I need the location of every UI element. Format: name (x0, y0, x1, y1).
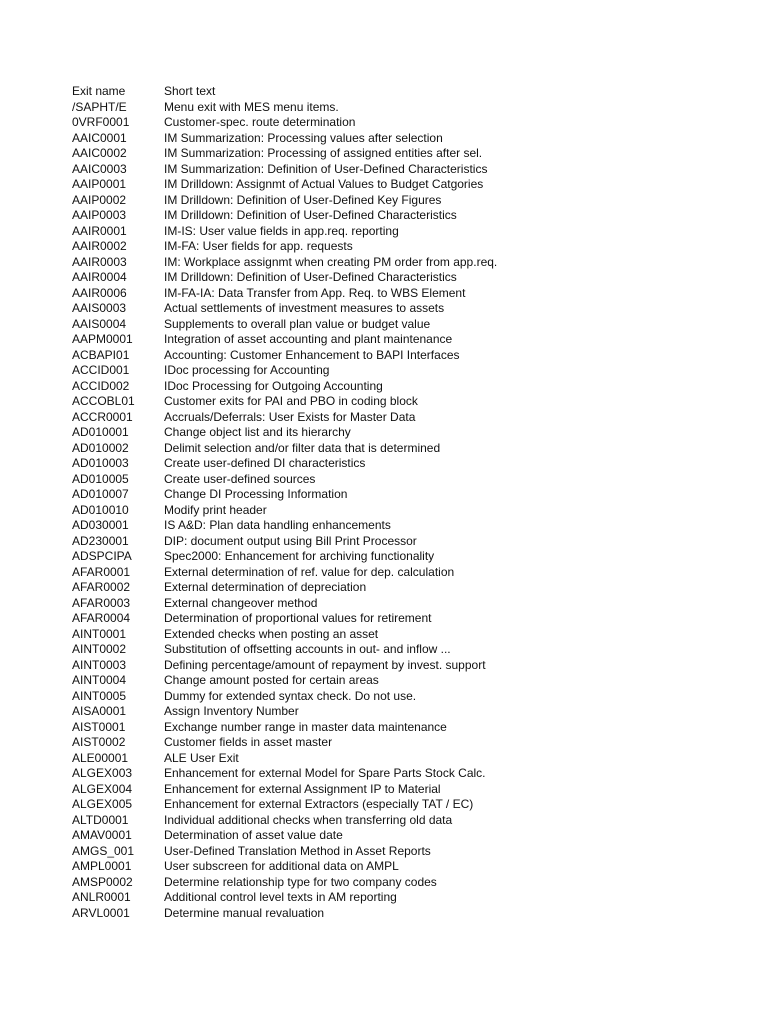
exit-name-cell: AAIP0003 (72, 208, 127, 222)
table-row (72, 720, 732, 736)
short-text-cell: DIP: document output using Bill Print Processor (164, 533, 417, 548)
exit-name-cell: AD010002 (72, 440, 129, 455)
exit-name-header: Exit name (72, 84, 126, 98)
table-row (72, 239, 732, 255)
table-row (72, 394, 732, 410)
table-row (72, 875, 732, 891)
exit-name-cell: AINT0001 (72, 626, 127, 641)
short-text-cell: Accounting: Customer Enhancement to BAPI Interfaces (164, 347, 460, 362)
short-text-cell: IM Drilldown: Definition of User-Defined Key Figures (164, 192, 442, 207)
short-text-cell: Change DI Processing Information (164, 487, 348, 501)
exit-name-cell: ARVL0001 (72, 905, 130, 920)
short-text-cell: Determination of asset value date (164, 828, 343, 842)
short-text-cell: Determine relationship type for two company codes (164, 874, 437, 889)
exit-name-cell: AAIP0001 (72, 177, 127, 191)
exit-name-cell: AAIR0001 (72, 223, 127, 238)
exit-name-cell: AAIS0004 (72, 316, 127, 331)
exit-name-cell: AAIC0003 (72, 161, 127, 176)
table-row (72, 255, 732, 271)
short-text-cell: Substitution of offsetting accounts in out- and inflow ... (164, 642, 451, 656)
exit-name-cell: AMSP0002 (72, 874, 133, 889)
table-row (72, 534, 732, 550)
short-text-cell: Accruals/Deferrals: User Exists for Master Data (164, 409, 416, 424)
user-exit-table (72, 84, 732, 921)
short-text-cell: User-Defined Translation Method in Asset Reports (164, 843, 431, 858)
table-row (72, 751, 732, 767)
short-text-cell: IM Summarization: Processing values after selection (164, 130, 443, 145)
short-text-cell: Customer fields in asset master (164, 735, 333, 749)
exit-name-cell: AAIC0002 (72, 146, 127, 160)
short-text-cell: Spec2000: Enhancement for archiving functionality (164, 549, 435, 563)
short-text-cell: Assign Inventory Number (164, 704, 299, 718)
short-text-cell: Create user-defined sources (164, 471, 316, 486)
exit-name-cell: AINT0002 (72, 642, 127, 656)
table-row (72, 611, 732, 627)
table-row (72, 627, 732, 643)
table-row (72, 286, 732, 302)
exit-name-cell: /SAPHT/E (72, 99, 127, 114)
short-text-cell: IM Drilldown: Definition of User-Defined Characteristics (164, 208, 457, 222)
exit-name-cell: AD010003 (72, 456, 129, 470)
table-row (72, 906, 732, 922)
exit-name-cell: AIST0002 (72, 735, 126, 749)
table-row (72, 642, 732, 658)
exit-name-cell: ADSPCIPA (72, 549, 132, 563)
table-row (72, 410, 732, 426)
table-row (72, 363, 732, 379)
exit-name-cell: AFAR0002 (72, 580, 131, 594)
exit-name-cell: ALGEX005 (72, 797, 133, 811)
exit-name-cell: ALGEX004 (72, 781, 133, 796)
table-row (72, 332, 732, 348)
table-row (72, 115, 732, 131)
table-row (72, 813, 732, 829)
table-row (72, 658, 732, 674)
exit-name-cell: AD010007 (72, 487, 129, 501)
short-text-cell: IM Summarization: Processing of assigned entities after sel. (164, 146, 483, 160)
exit-name-cell: AINT0004 (72, 673, 127, 687)
exit-name-cell: AD230001 (72, 533, 129, 548)
table-row (72, 549, 732, 565)
short-text-cell: Additional control level texts in AM reporting (164, 890, 397, 904)
short-text-cell: Customer exits for PAI and PBO in coding block (164, 394, 418, 408)
short-text-cell: Defining percentage/amount of repayment by invest. support (164, 657, 486, 672)
short-text-cell: Modify print header (164, 502, 267, 517)
short-text-cell: IM-FA: User fields for app. requests (164, 239, 353, 253)
exit-name-cell: AIST0001 (72, 719, 126, 734)
short-text-cell: ALE User Exit (164, 750, 239, 765)
exit-name-cell: ACBAPI01 (72, 347, 130, 362)
exit-name-cell: ACCID002 (72, 378, 130, 393)
exit-name-cell: ACCR0001 (72, 409, 133, 424)
table-row (72, 828, 732, 844)
exit-name-cell: AFAR0001 (72, 564, 131, 579)
exit-name-cell: 0VRF0001 (72, 115, 130, 129)
short-text-cell: IM-IS: User value fields in app.req. reporting (164, 223, 399, 238)
table-row (72, 472, 732, 488)
short-text-cell: Enhancement for external Model for Spare Parts Stock Calc. (164, 766, 486, 780)
short-text-cell: Menu exit with MES menu items. (164, 99, 339, 114)
exit-name-cell: AAIR0002 (72, 239, 127, 253)
short-text-cell: User subscreen for additional data on AMPL (164, 859, 399, 873)
table-row (72, 689, 732, 705)
short-text-cell: Enhancement for external Extractors (especially TAT / EC) (164, 797, 474, 811)
table-row (72, 782, 732, 798)
short-text-cell: External changeover method (164, 595, 318, 610)
short-text-cell: IM-FA-IA: Data Transfer from App. Req. to WBS Element (164, 285, 466, 300)
short-text-cell: Create user-defined DI characteristics (164, 456, 366, 470)
short-text-header: Short text (164, 84, 216, 98)
table-row (72, 890, 732, 906)
exit-name-cell: AD010010 (72, 502, 129, 517)
exit-name-cell: AINT0005 (72, 688, 127, 703)
exit-name-cell: AAIR0004 (72, 270, 127, 284)
table-row (72, 503, 732, 519)
short-text-cell: Actual settlements of investment measures to assets (164, 301, 445, 315)
short-text-cell: Dummy for extended syntax check. Do not use. (164, 688, 417, 703)
table-row (72, 317, 732, 333)
table-row (72, 673, 732, 689)
table-row (72, 487, 732, 503)
short-text-cell: Delimit selection and/or filter data that is determined (164, 440, 441, 455)
short-text-cell: IM Drilldown: Assignmt of Actual Values to Budget Catgories (164, 177, 484, 191)
exit-name-cell: AMGS_001 (72, 843, 135, 858)
exit-name-cell: AFAR0004 (72, 611, 131, 625)
exit-name-cell: AD030001 (72, 518, 129, 532)
table-row (72, 766, 732, 782)
short-text-cell: Individual additional checks when transferring old data (164, 812, 453, 827)
exit-name-cell: ACCID001 (72, 363, 130, 377)
exit-name-cell: AAIR0006 (72, 285, 127, 300)
short-text-cell: Enhancement for external Assignment IP to Material (164, 781, 441, 796)
table-row (72, 177, 732, 193)
table-row (72, 162, 732, 178)
table-row (72, 456, 732, 472)
short-text-cell: IM Summarization: Definition of User-Defined Characteristics (164, 161, 488, 176)
short-text-cell: Change amount posted for certain areas (164, 673, 379, 687)
table-row (72, 844, 732, 860)
exit-name-cell: ACCOBL01 (72, 394, 135, 408)
exit-name-cell: AMAV0001 (72, 828, 132, 842)
exit-name-cell: AINT0003 (72, 657, 127, 672)
table-row (72, 425, 732, 441)
table-row (72, 100, 732, 116)
exit-name-cell: AAIR0003 (72, 254, 127, 269)
short-text-cell: IS A&D: Plan data handling enhancements (164, 518, 391, 532)
exit-name-cell: AAPM0001 (72, 332, 133, 346)
short-text-cell: Integration of asset accounting and plant maintenance (164, 332, 453, 346)
exit-name-cell: ALE00001 (72, 750, 129, 765)
exit-name-cell: AAIP0002 (72, 192, 127, 207)
table-row (72, 441, 732, 457)
short-text-cell: IM: Workplace assignmt when creating PM order from app.req. (164, 254, 498, 269)
short-text-cell: Extended checks when posting an asset (164, 626, 379, 641)
table-row (72, 270, 732, 286)
short-text-cell: IDoc processing for Accounting (164, 363, 330, 377)
short-text-cell: IM Drilldown: Definition of User-Defined Characteristics (164, 270, 457, 284)
short-text-cell: Exchange number range in master data maintenance (164, 719, 447, 734)
table-row (72, 797, 732, 813)
table-row (72, 131, 732, 147)
short-text-cell: Determination of proportional values for retirement (164, 611, 432, 625)
short-text-cell: External determination of depreciation (164, 580, 367, 594)
exit-name-cell: ALGEX003 (72, 766, 133, 780)
exit-name-cell: AAIC0001 (72, 130, 127, 145)
exit-name-cell: AMPL0001 (72, 859, 132, 873)
table-row (72, 596, 732, 612)
short-text-cell: Determine manual revaluation (164, 905, 325, 920)
exit-name-cell: AAIS0003 (72, 301, 127, 315)
table-row (72, 208, 732, 224)
table-row (72, 580, 732, 596)
table-row (72, 704, 732, 720)
exit-name-cell: ALTD0001 (72, 812, 129, 827)
short-text-cell: IDoc Processing for Outgoing Accounting (164, 378, 383, 393)
table-row (72, 348, 732, 364)
exit-name-cell: AD010005 (72, 471, 129, 486)
table-row (72, 859, 732, 875)
exit-name-cell: AD010001 (72, 425, 129, 439)
short-text-cell: Supplements to overall plan value or budget value (164, 316, 431, 331)
table-row (72, 565, 732, 581)
short-text-cell: Change object list and its hierarchy (164, 425, 351, 439)
table-row (72, 193, 732, 209)
exit-name-cell: AFAR0003 (72, 595, 131, 610)
table-row (72, 379, 732, 395)
short-text-cell: External determination of ref. value for dep. calculation (164, 564, 455, 579)
exit-name-cell: AISA0001 (72, 704, 127, 718)
table-row (72, 301, 732, 317)
short-text-cell: Customer-spec. route determination (164, 115, 356, 129)
table-header-row (72, 84, 732, 100)
table-row (72, 224, 732, 240)
table-row (72, 735, 732, 751)
table-row (72, 518, 732, 534)
table-row (72, 146, 732, 162)
exit-name-cell: ANLR0001 (72, 890, 131, 904)
